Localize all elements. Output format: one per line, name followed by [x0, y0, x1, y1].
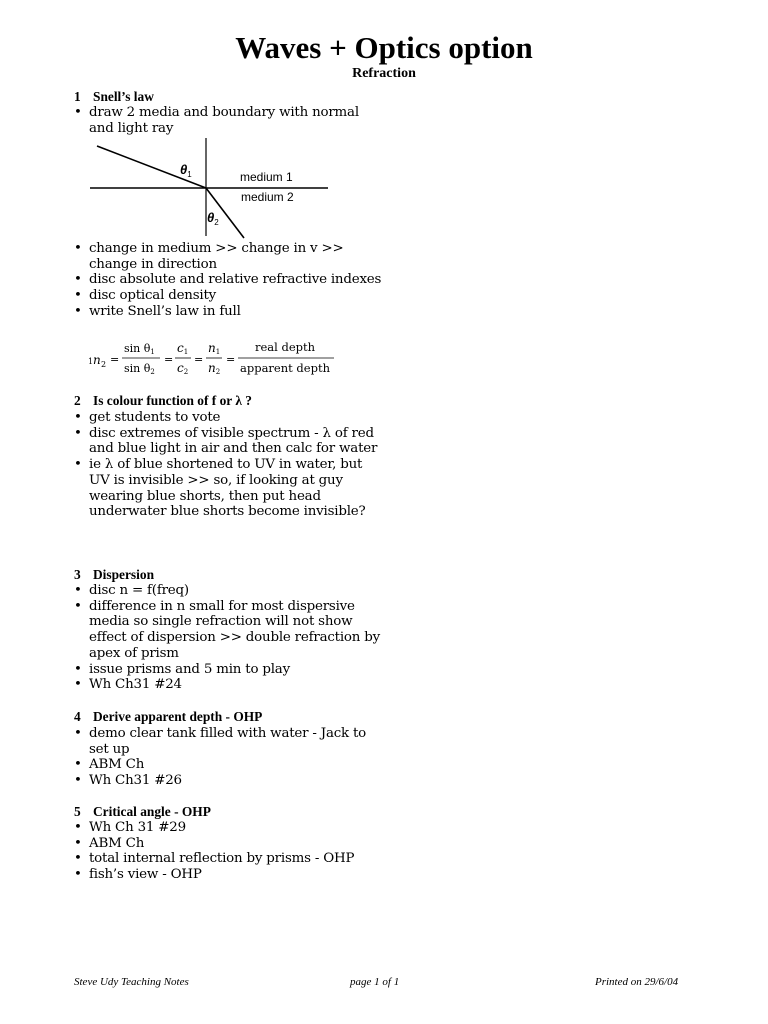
list-item: • fish’s view - OHP [74, 867, 384, 883]
section-number: 3 [74, 567, 81, 582]
section-number: 1 [74, 89, 81, 104]
section-title: Dispersion [93, 567, 155, 582]
c-2: c2 [177, 361, 189, 376]
equals-sign: = [164, 353, 174, 366]
list-item: • total internal reflection by prisms - OHP [74, 851, 384, 867]
list-item: • ie λ of blue shortened to UV in water, but UV is invisible >> so, if looking at guy wearing blue shorts, then put head underwater blue shorts become invisible? [74, 457, 384, 520]
list-item: • ABM Ch [74, 836, 384, 852]
footer-print-date: Printed on 29/6/04 [595, 976, 679, 988]
equals-sign: = [226, 353, 236, 366]
section-number: 2 [74, 393, 81, 408]
equation-lhs-prefix: 1 [88, 357, 94, 366]
sin-theta-1: sin θ1 [124, 342, 155, 356]
list-item: • disc optical density [74, 288, 384, 304]
list-item: • disc absolute and relative refractive indexes [74, 272, 384, 288]
section-title: Critical angle - OHP [93, 804, 211, 819]
refraction-diagram [85, 138, 335, 243]
c-1: c1 [177, 341, 189, 356]
section-number: 4 [74, 709, 81, 724]
n-2: n2 [208, 361, 221, 376]
list-item: • Wh Ch31 #26 [74, 773, 384, 789]
list-item: • issue prisms and 5 min to play [74, 662, 384, 678]
list-item: • disc extremes of visible spectrum - λ of red and blue light in air and then calc for water [74, 426, 384, 457]
section-2-heading [74, 393, 252, 409]
footer-author: Steve Udy Teaching Notes [74, 976, 189, 988]
equation-lhs-n: n [93, 353, 101, 367]
page-subtitle: Refraction [352, 66, 416, 81]
equation-lhs-sub: 2 [101, 360, 107, 369]
real-depth-label: real depth [255, 340, 316, 354]
footer-page-number: page 1 of 1 [350, 976, 400, 988]
list-item: • ABM Ch [74, 757, 384, 773]
section-1-bullets [74, 241, 384, 320]
section-5-bullets [74, 820, 384, 883]
equals-sign: = [194, 353, 204, 366]
section-title: Snell’s law [93, 89, 154, 104]
section-4-bullets [74, 726, 384, 789]
section-3-bullets [74, 583, 384, 693]
list-item: • write Snell’s law in full [74, 304, 384, 320]
list-item: • get students to vote [74, 410, 384, 426]
apparent-depth-label: apparent depth [240, 361, 330, 375]
section-2-bullets [74, 410, 384, 520]
list-item: • demo clear tank filled with water - Jack to set up [74, 726, 384, 757]
list-item: • Wh Ch 31 #29 [74, 820, 384, 836]
sin-theta-2: sin θ2 [124, 362, 155, 376]
medium-1-label: medium 1 [240, 170, 293, 184]
section-1-heading [74, 89, 154, 105]
n-1: n1 [208, 341, 221, 356]
section-title: Derive apparent depth - OHP [93, 709, 263, 724]
page-title: Waves + Optics option [235, 30, 533, 65]
list-item: • draw 2 media and boundary with normal and light ray [74, 105, 384, 136]
section-4-heading [74, 709, 262, 725]
incident-ray [97, 146, 206, 188]
section-title: Is colour function of f or λ ? [93, 393, 252, 408]
theta-1-label: $\theta_1$ [180, 162, 192, 179]
list-item: • difference in n small for most dispersive media so single refraction will not show effect of dispersion >> double refraction by apex of prism [74, 599, 384, 662]
theta-2-label: $\theta_2$ [207, 210, 219, 227]
snells-law-equation [88, 338, 348, 380]
section-3-heading [74, 567, 154, 583]
equals-sign: = [110, 353, 120, 366]
section-5-heading [74, 804, 211, 820]
list-item: • Wh Ch31 #24 [74, 677, 384, 693]
section-1-intro [74, 105, 384, 136]
list-item: • change in medium >> change in v >> change in direction [74, 241, 384, 272]
list-item: • disc n = f(freq) [74, 583, 384, 599]
medium-2-label: medium 2 [241, 190, 294, 204]
section-number: 5 [74, 804, 81, 819]
